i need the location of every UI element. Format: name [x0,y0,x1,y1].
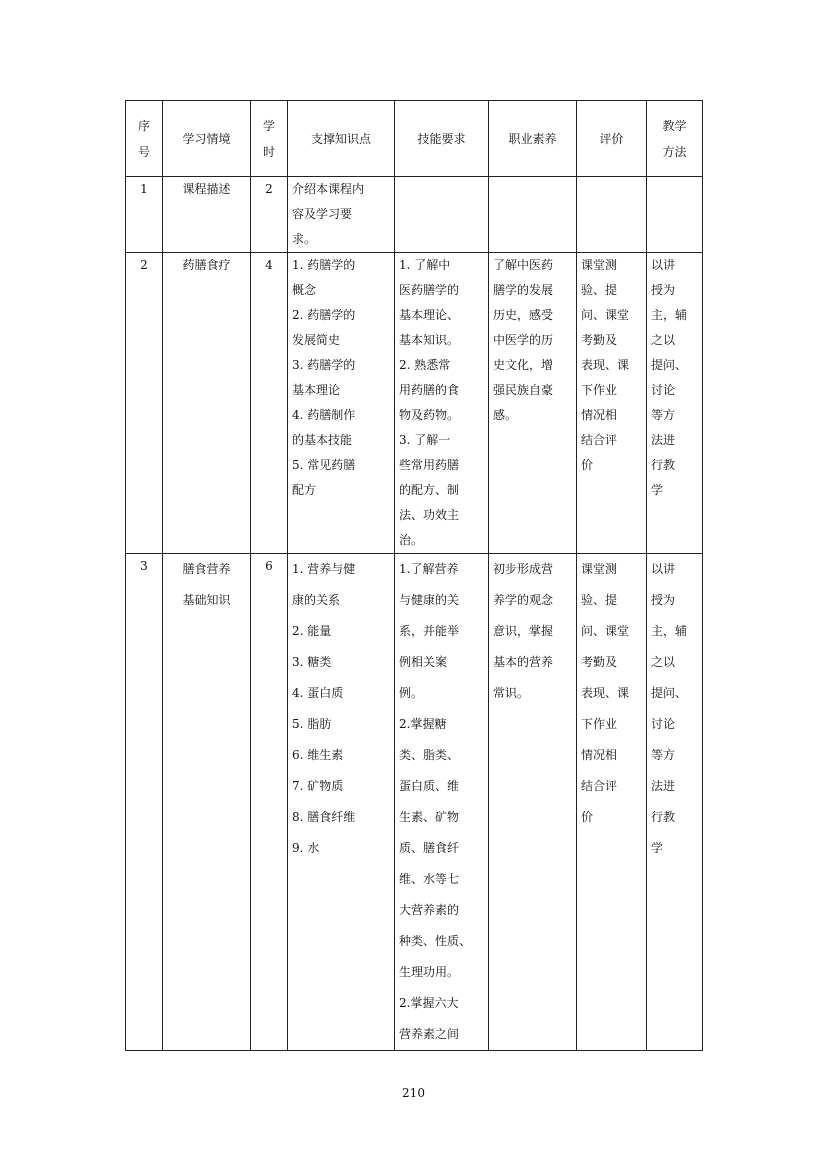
header-method-line: 方法 [662,144,687,159]
cell-quality-line: 养学的观念 [493,593,554,607]
cell-method-line: 讨论 [651,383,676,397]
cell-knowledge-line: 2. 能量 [292,624,332,638]
cell-evaluation-line: 结合评 [581,779,618,793]
cell-method-line: 讨论 [651,717,676,731]
cell-knowledge-line: 基本理论 [292,383,341,397]
cell-knowledge-line: 5. 脂肪 [292,717,332,731]
cell-knowledge-line: 5. 常见药膳 [292,458,356,472]
cell-knowledge-line: 1. 营养与健 [292,562,356,576]
cell-knowledge [288,177,395,253]
cell-method-line: 之以 [651,655,676,669]
cell-evaluation-line: 下作业 [581,717,618,731]
cell-situation-line: 膳食营养 [182,562,231,576]
cell-skills-line: 基本理论、 [399,308,460,322]
cell-evaluation-line: 验、提 [581,593,618,607]
header-hours [251,101,288,177]
cell-knowledge-line: 3. 糖类 [292,655,332,669]
cell-skills-line: 大营养素的 [399,903,460,917]
cell-quality-line: 史文化，增 [493,358,554,372]
cell-method-line: 等方 [651,408,676,422]
cell-quality [489,177,577,253]
header-evaluation [577,101,647,177]
cell-method-line: 行教 [651,458,676,472]
table-body [126,177,703,1051]
cell-skills-line: 些常用药膳 [399,458,460,472]
cell-skills [395,177,489,253]
header-knowledge [288,101,395,177]
header-situation [163,101,251,177]
cell-evaluation [577,177,647,253]
cell-skills-line: 类、脂类、 [399,748,460,762]
cell-skills-line: 3. 了解一 [399,433,451,447]
cell-knowledge [288,253,395,554]
cell-method-line: 等方 [651,748,676,762]
cell-quality-line: 感。 [493,408,518,422]
cell-skills-line: 营养素之间 [399,1027,460,1041]
cell-method [647,253,703,554]
cell-knowledge-line: 容及学习要 [292,207,353,221]
cell-skills-line: 2. 熟悉常 [399,358,451,372]
cell-hours: 2 [251,177,288,253]
cell-skills-line: 2.掌握六大 [399,996,459,1010]
cell-evaluation-line: 考勤及 [581,333,618,347]
header-no [126,101,163,177]
cell-skills-line: 生理功用。 [399,965,460,979]
cell-skills-line: 维、水等七 [399,872,460,886]
cell-skills-line: 的配方、制 [399,483,460,497]
cell-knowledge-line: 1. 药膳学的 [292,258,356,272]
cell-quality-line: 中医学的历 [493,333,554,347]
cell-evaluation-line: 情况相 [581,748,618,762]
header-skills [395,101,489,177]
cell-evaluation-line: 考勤及 [581,655,618,669]
cell-evaluation-line: 验、提 [581,283,618,297]
cell-skills-line: 医药膳学的 [399,283,460,297]
table-row [126,554,703,1051]
cell-quality-line: 意识，掌握 [493,624,554,638]
cell-knowledge-line: 的基本技能 [292,433,353,447]
cell-method-line: 以讲 [651,562,676,576]
header-method-line: 教学 [662,118,687,133]
cell-method-line: 学 [651,841,664,855]
cell-method-line: 法进 [651,433,676,447]
header-evaluation-line: 评价 [599,131,624,146]
cell-quality-line: 强民族自豪 [493,383,554,397]
cell-no: 1 [126,177,163,253]
cell-skills-line: 基本知识。 [399,333,460,347]
cell-quality-line: 膳学的发展 [493,283,554,297]
cell-skills-line: 例相关案 [399,655,448,669]
cell-knowledge-line: 7. 矿物质 [292,779,344,793]
cell-knowledge-line: 发展简史 [292,333,341,347]
cell-skills-line: 治。 [399,533,424,547]
cell-skills-line: 2.掌握糖 [399,717,447,731]
cell-situation [163,177,251,253]
cell-method [647,177,703,253]
cell-situation-line: 课程描述 [182,182,231,196]
cell-method-line: 之以 [651,333,676,347]
cell-method-line: 授为 [651,283,676,297]
cell-evaluation-line: 问、课堂 [581,624,630,638]
cell-knowledge-line: 8. 膳食纤维 [292,810,356,824]
table-header-row [126,101,703,177]
header-hours-line: 时 [262,144,275,159]
cell-hours: 6 [251,554,288,1051]
header-quality-line: 职业素养 [508,131,557,146]
cell-quality-line: 历史，感受 [493,308,554,322]
cell-knowledge-line: 6. 维生素 [292,748,344,762]
cell-quality-line: 基本的营养 [493,655,554,669]
table-row [126,253,703,554]
cell-knowledge [288,554,395,1051]
cell-skills-line: 质、膳食纤 [399,841,460,855]
cell-evaluation-line: 表现、课 [581,686,630,700]
cell-method-line: 主，辅 [651,308,688,322]
cell-quality-line: 了解中医药 [493,258,554,272]
cell-evaluation-line: 下作业 [581,383,618,397]
cell-evaluation-line: 价 [581,810,594,824]
cell-no: 2 [126,253,163,554]
cell-situation-line: 药膳食疗 [182,258,231,272]
header-quality [489,101,577,177]
cell-skills-line: 1.了解营养 [399,562,459,576]
table-row [126,177,703,253]
cell-quality-line: 常识。 [493,686,530,700]
cell-knowledge-line: 求。 [292,232,317,246]
cell-skills-line: 与健康的关 [399,593,460,607]
cell-skills-line: 法、功效主 [399,508,460,522]
cell-evaluation-line: 价 [581,458,594,472]
cell-knowledge-line: 康的关系 [292,593,341,607]
cell-skills [395,554,489,1051]
header-situation-line: 学习情境 [182,131,231,146]
cell-skills-line: 系，并能举 [399,624,460,638]
cell-situation [163,253,251,554]
cell-skills-line: 用药膳的食 [399,383,460,397]
cell-knowledge-line: 3. 药膳学的 [292,358,356,372]
cell-method-line: 授为 [651,593,676,607]
cell-quality [489,253,577,554]
cell-method-line: 提问、 [651,686,688,700]
page-number: 210 [402,1086,425,1100]
cell-quality [489,554,577,1051]
cell-skills [395,253,489,554]
cell-method [647,554,703,1051]
cell-method-line: 法进 [651,779,676,793]
cell-quality-line: 初步形成营 [493,562,554,576]
cell-knowledge-line: 配方 [292,483,317,497]
cell-skills-line: 种类、性质、 [399,934,472,948]
cell-knowledge-line: 9. 水 [292,841,320,855]
cell-evaluation-line: 课堂测 [581,562,618,576]
cell-method-line: 学 [651,483,664,497]
header-knowledge-line: 支撑知识点 [310,131,371,146]
header-method [647,101,703,177]
cell-skills-line: 蛋白质、维 [399,779,460,793]
cell-method-line: 主，辅 [651,624,688,638]
cell-method-line: 以讲 [651,258,676,272]
cell-evaluation-line: 课堂测 [581,258,618,272]
cell-knowledge-line: 4. 药膳制作 [292,408,356,422]
cell-evaluation-line: 情况相 [581,408,618,422]
header-no-line: 号 [137,144,150,159]
cell-skills-line: 1. 了解中 [399,258,451,272]
course-plan-table [125,100,703,1051]
cell-evaluation-line: 问、课堂 [581,308,630,322]
cell-knowledge-line: 4. 蛋白质 [292,686,344,700]
cell-knowledge-line: 介绍本课程内 [292,182,365,196]
cell-evaluation-line: 结合评 [581,433,618,447]
cell-hours: 4 [251,253,288,554]
header-hours-line: 学 [262,118,275,133]
cell-evaluation [577,554,647,1051]
cell-evaluation-line: 表现、课 [581,358,630,372]
cell-knowledge-line: 概念 [292,283,317,297]
header-no-line: 序 [137,118,150,133]
cell-method-line: 提问、 [651,358,688,372]
cell-no: 3 [126,554,163,1051]
cell-skills-line: 物及药物。 [399,408,460,422]
cell-method-line: 行教 [651,810,676,824]
cell-situation-line: 基础知识 [182,593,231,607]
cell-evaluation [577,253,647,554]
header-skills-line: 技能要求 [417,131,466,146]
cell-skills-line: 生素、矿物 [399,810,460,824]
cell-knowledge-line: 2. 药膳学的 [292,308,356,322]
cell-skills-line: 例。 [399,686,424,700]
cell-situation [163,554,251,1051]
